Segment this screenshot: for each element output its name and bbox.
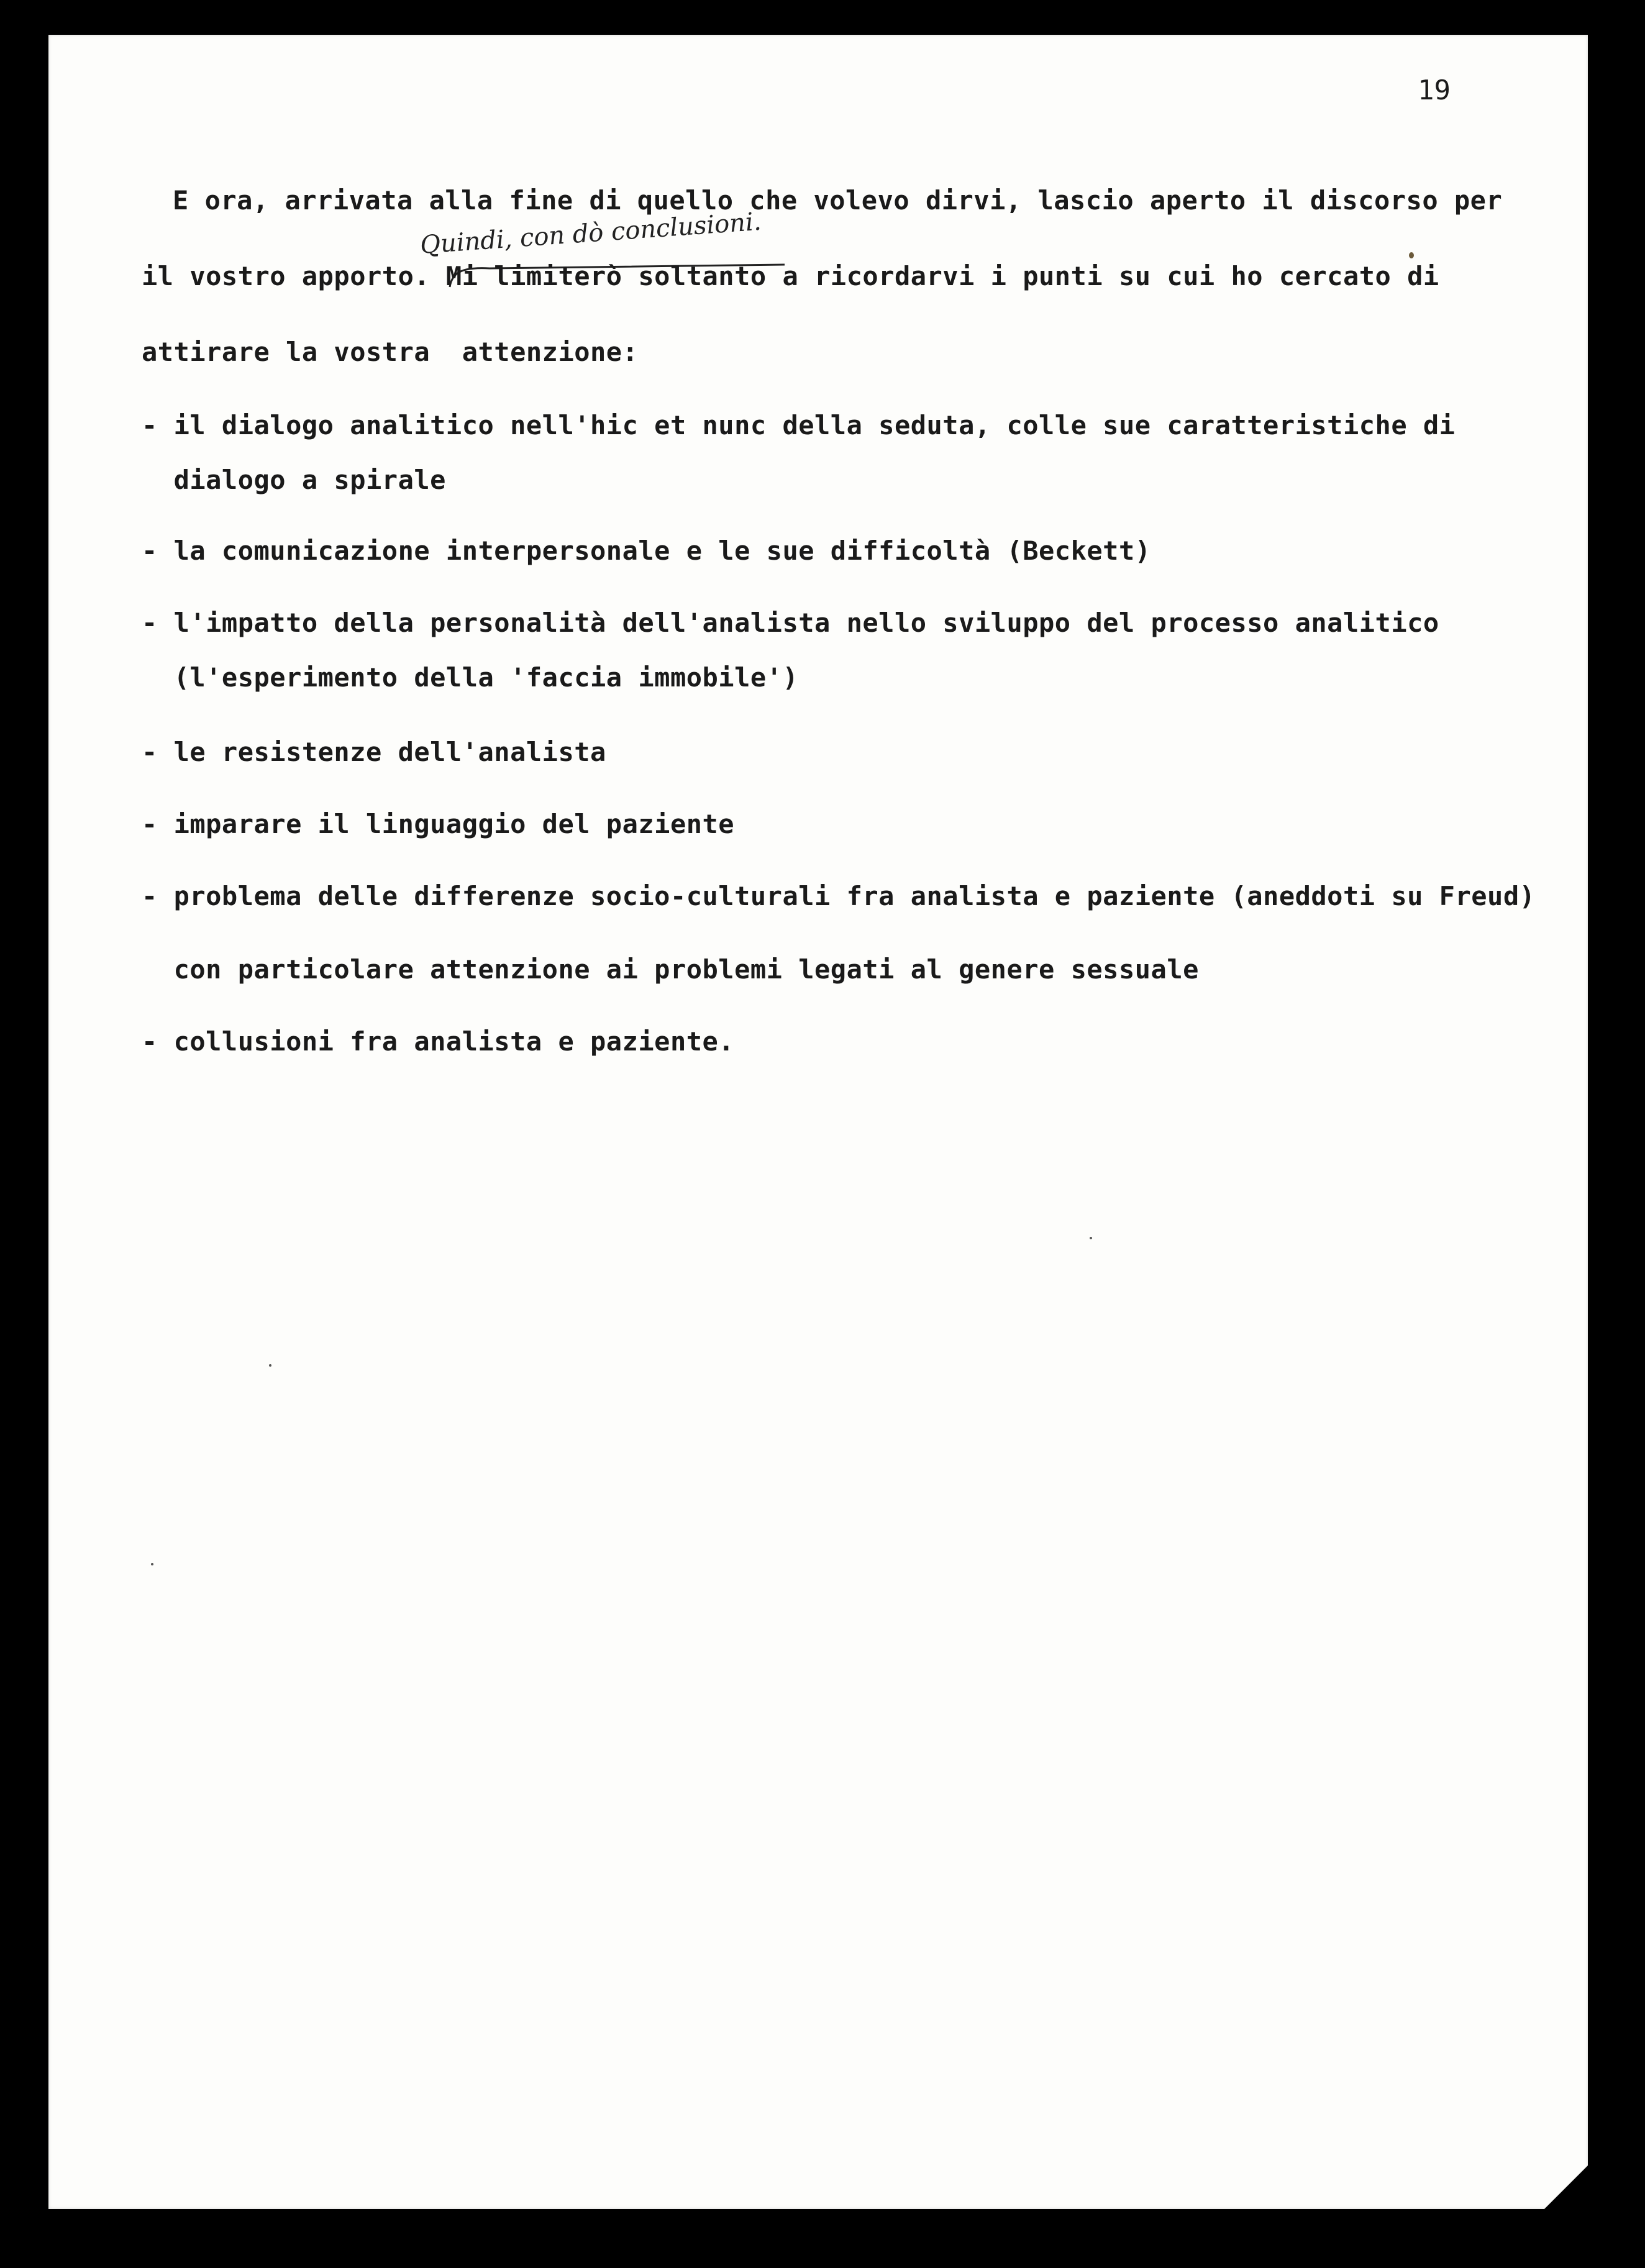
intro-line-2: il vostro apporto. Mi limiterò soltanto a ricordarvi i punti su cui ho cercato di (142, 261, 1439, 291)
intro-line-1: E ora, arrivata alla fine di quello che volevo dirvi, lascio aperto il discorso per (173, 185, 1503, 216)
list-item-3-line-1: - l'impatto della personalità dell'analista nello sviluppo del processo analitico (142, 608, 1439, 638)
list-item-6-line-1: - problema delle differenze socio-culturali fra analista e paziente (aneddoti su Freud) (142, 881, 1536, 911)
scan-speck (1090, 1237, 1092, 1239)
list-item-1-line-2: dialogo a spirale (142, 465, 446, 495)
list-item-5: - imparare il linguaggio del paziente (142, 809, 735, 839)
list-item-7: - collusioni fra analista e paziente. (142, 1026, 735, 1057)
scan-speck (269, 1364, 271, 1367)
scan-speck (151, 1563, 153, 1565)
intro-line-3: attirare la vostra attenzione: (142, 337, 639, 367)
handwritten-insert: Quindi, con dò conclusioni. (419, 207, 762, 260)
folded-corner (1544, 2166, 1588, 2209)
scan-speck (1409, 252, 1414, 258)
list-item-6-line-2: con particolare attenzione ai problemi legati al genere sessuale (142, 954, 1199, 985)
page-number: 19 (1418, 75, 1451, 106)
list-item-4: - le resistenze dell'analista (142, 737, 606, 767)
typewritten-page (48, 35, 1588, 2209)
list-item-2: - la comunicazione interpersonale e le sue difficoltà (Beckett) (142, 535, 1151, 566)
list-item-1-line-1: - il dialogo analitico nell'hic et nunc della seduta, colle sue caratteristiche di (142, 410, 1456, 440)
list-item-3-line-2: (l'esperimento della 'faccia immobile') (142, 662, 799, 693)
